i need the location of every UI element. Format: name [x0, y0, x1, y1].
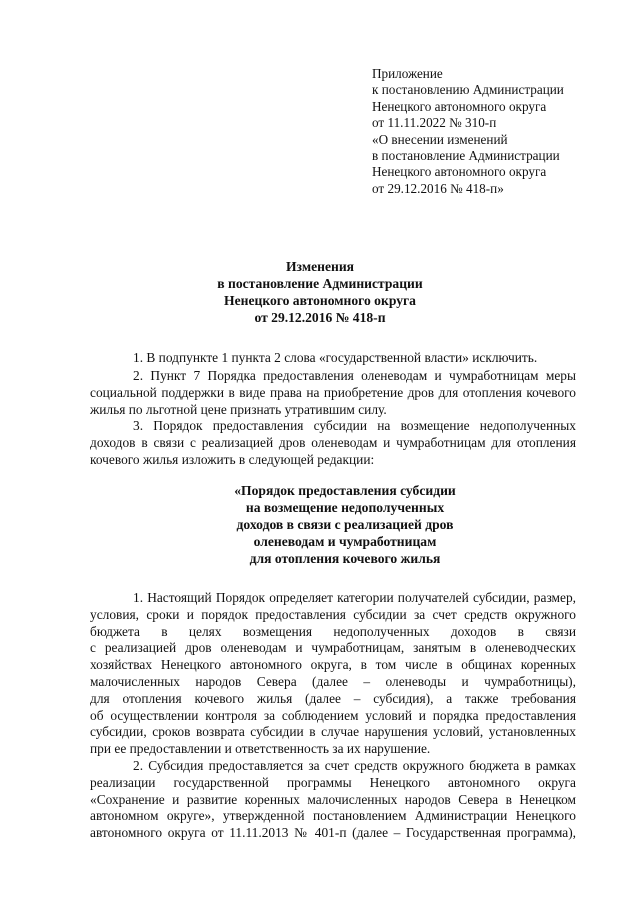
- appendix-line: от 29.12.2016 № 418-п»: [372, 180, 504, 196]
- procedure-paragraph-1: [90, 590, 576, 758]
- appendix-line: Ненецкого автономного округа: [372, 98, 547, 114]
- text-line: 1. Настоящий Порядок определяет категории получателей субсидии, размер,: [133, 590, 576, 605]
- text-line: субсидии, сроков возврата субсидии в случае нарушения условий, установленных: [90, 724, 576, 740]
- appendix-line: Приложение: [372, 66, 443, 81]
- text-line: для отопления кочевого жилья (далее – субсидия), а также требования: [90, 690, 576, 706]
- procedure-title-line: на возмещение недополученных: [245, 500, 445, 515]
- text-line: 2. Субсидия предоставляется за счет средств окружного бюджета в рамках: [133, 758, 576, 773]
- text-line: бюджета в целях возмещения недополученных доходов в связи: [90, 623, 576, 639]
- title-line: от 29.12.2016 № 418-п: [254, 310, 386, 325]
- item-1: 1. В подпункте 1 пункта 2 слова «государственной власти» исключить.: [133, 350, 538, 365]
- appendix-line: Ненецкого автономного округа: [372, 164, 547, 180]
- text-line: малочисленных народов Севера (далее – оленеводы и чумработницы),: [90, 673, 576, 689]
- document-title: [0, 258, 640, 326]
- procedure-title-line: доходов в связи с реализацией дров: [236, 517, 454, 532]
- title-line: в постановление Администрации: [217, 276, 423, 291]
- appendix-line: в постановление Администрации: [372, 148, 560, 164]
- text-line: при ее предоставлении и ответственность за их нарушение.: [90, 741, 431, 757]
- title-line: Ненецкого автономного округа: [224, 293, 416, 308]
- title-line: Изменения: [285, 259, 355, 274]
- appendix-header: [372, 66, 612, 197]
- appendix-line: «О внесении изменений: [372, 131, 508, 147]
- text-line: «Сохранение и развитие коренных малочисленных народов Севера в Ненецком: [90, 791, 576, 807]
- procedure-title-line: «Порядок предоставления субсидии: [234, 483, 456, 498]
- procedure-title: [180, 482, 510, 567]
- procedure-title-line: для отопления кочевого жилья: [249, 551, 441, 566]
- text-line: с реализацией дров оленеводам и чумработницам, занятым в оленеводческих: [90, 640, 576, 656]
- appendix-line: от 11.11.2022 № 310-п: [372, 115, 497, 131]
- text-line: реализации государственной программы Ненецкого автономного округа: [90, 774, 576, 790]
- item-3: 3. Порядок предоставления субсидии на возмещение недополученных доходов в связи с реализацией дров оленеводам и чумработницам для отопления кочевого жилья изложить в следующей редакции:: [90, 418, 576, 467]
- text-line: об осуществлении контроля за соблюдением условий и порядка предоставления: [90, 707, 576, 723]
- procedure-title-line: оленеводам и чумработницам: [253, 534, 437, 549]
- text-line: условия, сроки и порядок предоставления субсидии за счет средств окружного: [90, 606, 576, 622]
- appendix-line: к постановлению Администрации: [372, 82, 564, 98]
- procedure-paragraph-2: [90, 758, 576, 842]
- text-line: автономного округа от 11.11.2013 № 401-п (далее – Государственная программа),: [90, 825, 576, 841]
- item-2: 2. Пункт 7 Порядка предоставления оленеводам и чумработницам меры социальной поддержки в виде права на приобретение дров для отопления кочевого жилья по льготной цене признать утратившим силу.: [90, 368, 576, 417]
- text-line: хозяйствах Ненецкого автономного округа, в том числе в общинах коренных: [90, 657, 576, 673]
- text-line: автономном округе», утвержденной постановлением Администрации Ненецкого: [90, 808, 576, 824]
